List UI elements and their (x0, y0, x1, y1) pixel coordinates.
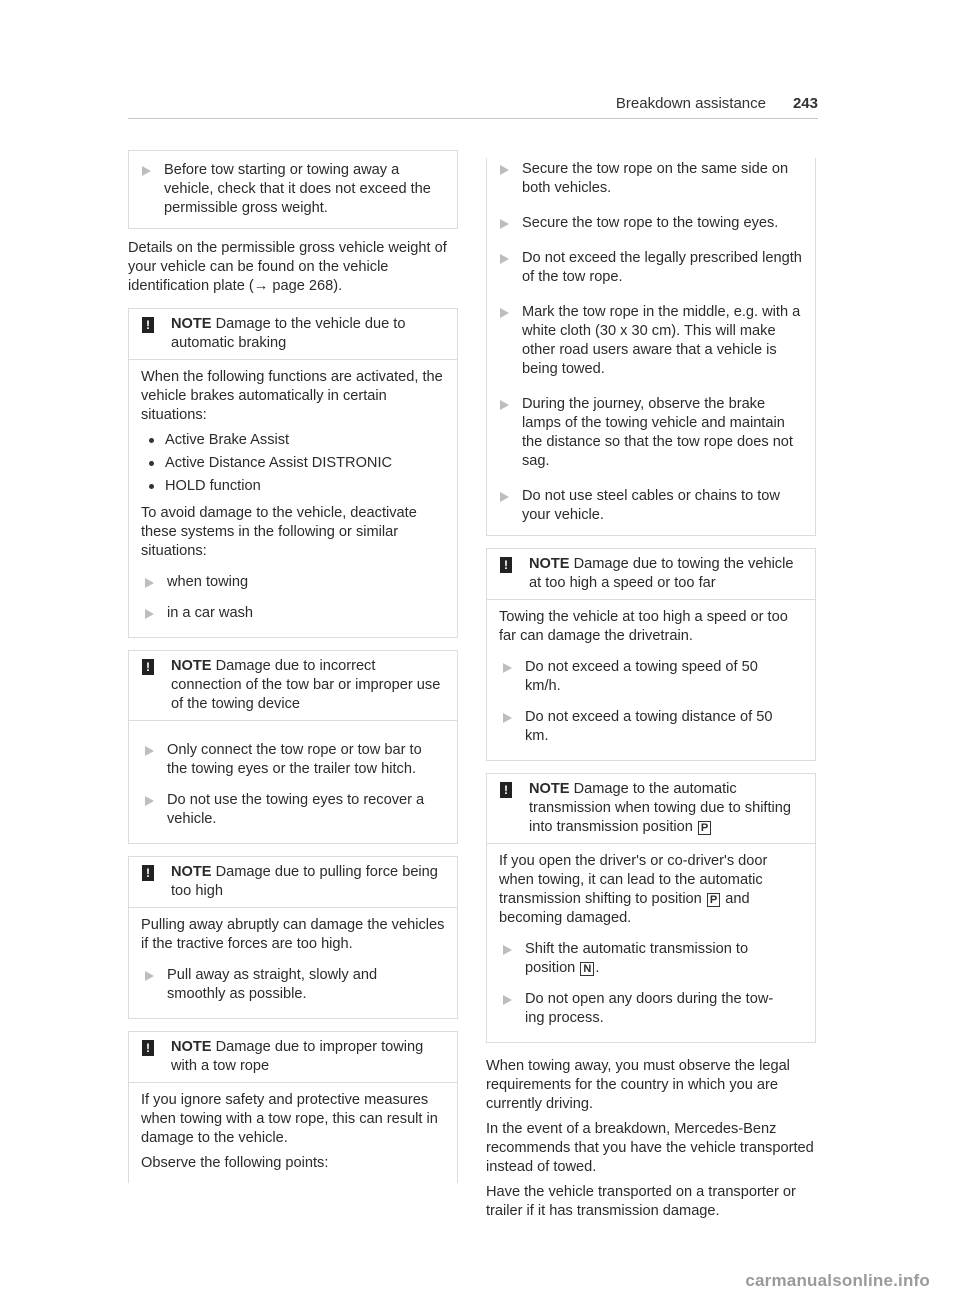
body-paragraph: Details on the permissible gross vehicle weight of your vehicle can be found on the vehicle identification plate (→ page 268). (128, 240, 447, 294)
arrow-icon (500, 492, 509, 502)
note-automatic-transmission (486, 773, 816, 1043)
tow-rope-steps (486, 158, 816, 536)
body-paragraph: When towing away, you must observe the legal requirements for the country in which you are currently driving. (486, 1058, 790, 1112)
watermark: carmanualsonline.info (745, 1271, 930, 1290)
body-paragraph: Have the vehicle transported on a transporter or trailer if it has transmission damage. (486, 1184, 796, 1219)
note-heading: ! NOTE Damage due to improper towing with a tow rope (129, 1032, 457, 1083)
right-column (486, 150, 816, 1221)
arrow-icon (500, 219, 509, 229)
instruction-step: Secure the tow rope on the same side on both vehicles. (487, 158, 815, 198)
note-pulling-force (128, 856, 458, 1019)
instruction-step: Mark the tow rope in the middle, e.g. with a white cloth (30 x 30 cm). This will make other road users aware that a vehicle is being towed. (487, 301, 815, 379)
arrow-icon (500, 308, 509, 318)
transmission-p-icon: P (698, 821, 711, 835)
list-item: Active Distance Assist DISTRONIC (141, 454, 445, 473)
arrow-icon (145, 796, 154, 806)
instruction-step: Shift the automatic transmission to position N . (499, 938, 803, 978)
arrow-icon (500, 400, 509, 410)
arrow-icon (145, 746, 154, 756)
note-heading: ! NOTE Damage due to pulling force being too high (129, 857, 457, 908)
note-body (129, 721, 457, 843)
instruction-step: Do not exceed the legally prescribed length of the tow rope. (487, 247, 815, 287)
arrow-icon (145, 609, 154, 619)
transmission-n-icon: N (580, 962, 594, 976)
arrow-icon (500, 165, 509, 175)
arrow-icon (503, 713, 512, 723)
warning-icon: ! (500, 782, 512, 798)
note-body: Pulling away abruptly can damage the vehicles if the tractive forces are too high. Pull away as straight, slowly and smoothly as possible. (141, 917, 445, 1002)
page-header (128, 94, 818, 118)
note-heading: ! NOTE Damage due to incorrect connection of the tow bar or improper use of the towing device (129, 651, 457, 721)
note-body: If you ignore safety and protective measures when towing with a tow rope, this can result in damage to the vehicle. Observe the following points: (141, 1092, 438, 1171)
instruction-step: Secure the tow rope to the towing eyes. (487, 212, 815, 233)
arrow-icon (145, 578, 154, 588)
warning-icon: ! (142, 317, 154, 333)
warning-icon: ! (142, 1040, 154, 1056)
arrow-icon (142, 166, 151, 176)
note-body: If you open the driver's or co-driver's door when towing, it can lead to the automatic transmission shifting to position P and becoming damaged. Shift the automatic transmission to position N . Do not open any doors during the tow- ing process. (487, 844, 815, 1042)
instruction-step: Do not exceed a towing distance of 50 km. (499, 706, 803, 746)
warning-icon: ! (142, 659, 154, 675)
list-item: HOLD function (141, 477, 445, 496)
transmission-p-icon: P (707, 893, 720, 907)
body-paragraph: In the event of a breakdown, Mercedes-Benz recommends that you have the vehicle transported instead of towed. (486, 1121, 814, 1175)
section-title: Breakdown assistance (615, 95, 766, 112)
instruction-step: Do not exceed a towing speed of 50 km/h. (499, 656, 803, 696)
header-rule (128, 118, 818, 119)
note-automatic-braking (128, 308, 458, 638)
bullet-icon (149, 484, 154, 489)
list-item: Active Brake Assist (141, 431, 445, 450)
note-heading: ! NOTE Damage to the automatic transmission when towing due to shifting into transmission position P (487, 774, 815, 844)
arrow-icon (503, 995, 512, 1005)
note-body: When the following functions are activated, the vehicle brakes automatically in certain situations: Active Brake Assist Active Distance Assist DISTRONIC HOLD function To avoid damage to the vehicle, deactivate these systems in the following or similar situations: when towing in a car wash (129, 360, 457, 637)
left-column (128, 150, 458, 1183)
instruction-step: Only connect the tow rope or tow bar to the towing eyes or the trailer tow hitch. (141, 739, 445, 779)
arrow-icon (500, 254, 509, 264)
note-tow-bar-connection (128, 650, 458, 844)
bullet-icon (149, 461, 154, 466)
instruction-step: Do not open any doors during the tow- ing process. (499, 988, 803, 1028)
note-improper-towing (128, 1031, 458, 1183)
bullet-icon (149, 438, 154, 443)
note-body: Towing the vehicle at too high a speed or too far can damage the drivetrain. Do not exceed a towing speed of 50 km/h. Do not exceed a towing distance of 50 km. (487, 600, 815, 760)
instruction-step: Pull away as straight, slowly and smoothly as possible. (141, 964, 445, 1004)
warning-icon: ! (142, 865, 154, 881)
note-heading: ! NOTE Damage due to towing the vehicle at too high a speed or too far (487, 549, 815, 600)
page-number: 243 (792, 95, 818, 112)
arrow-icon (145, 971, 154, 981)
warning-icon: ! (500, 557, 512, 573)
arrow-icon (503, 663, 512, 673)
instruction-step: when towing (141, 571, 445, 592)
instruction-step: Do not use steel cables or chains to tow your vehicle. (487, 485, 815, 525)
note-heading: ! NOTE Damage to the vehicle due to automatic braking (129, 309, 457, 360)
arrow-icon (503, 945, 512, 955)
instruction-step: Before tow starting or towing away a vehicle, check that it does not exceed the permissible gross weight. (129, 159, 457, 218)
instruction-step: in a car wash (141, 602, 445, 623)
instruction-step: Do not use the towing eyes to recover a vehicle. (141, 789, 445, 829)
note-towing-speed (486, 548, 816, 761)
step-box (128, 150, 458, 229)
instruction-step: During the journey, observe the brake lamps of the towing vehicle and maintain the distance so that the tow rope does not sag. (487, 393, 815, 471)
